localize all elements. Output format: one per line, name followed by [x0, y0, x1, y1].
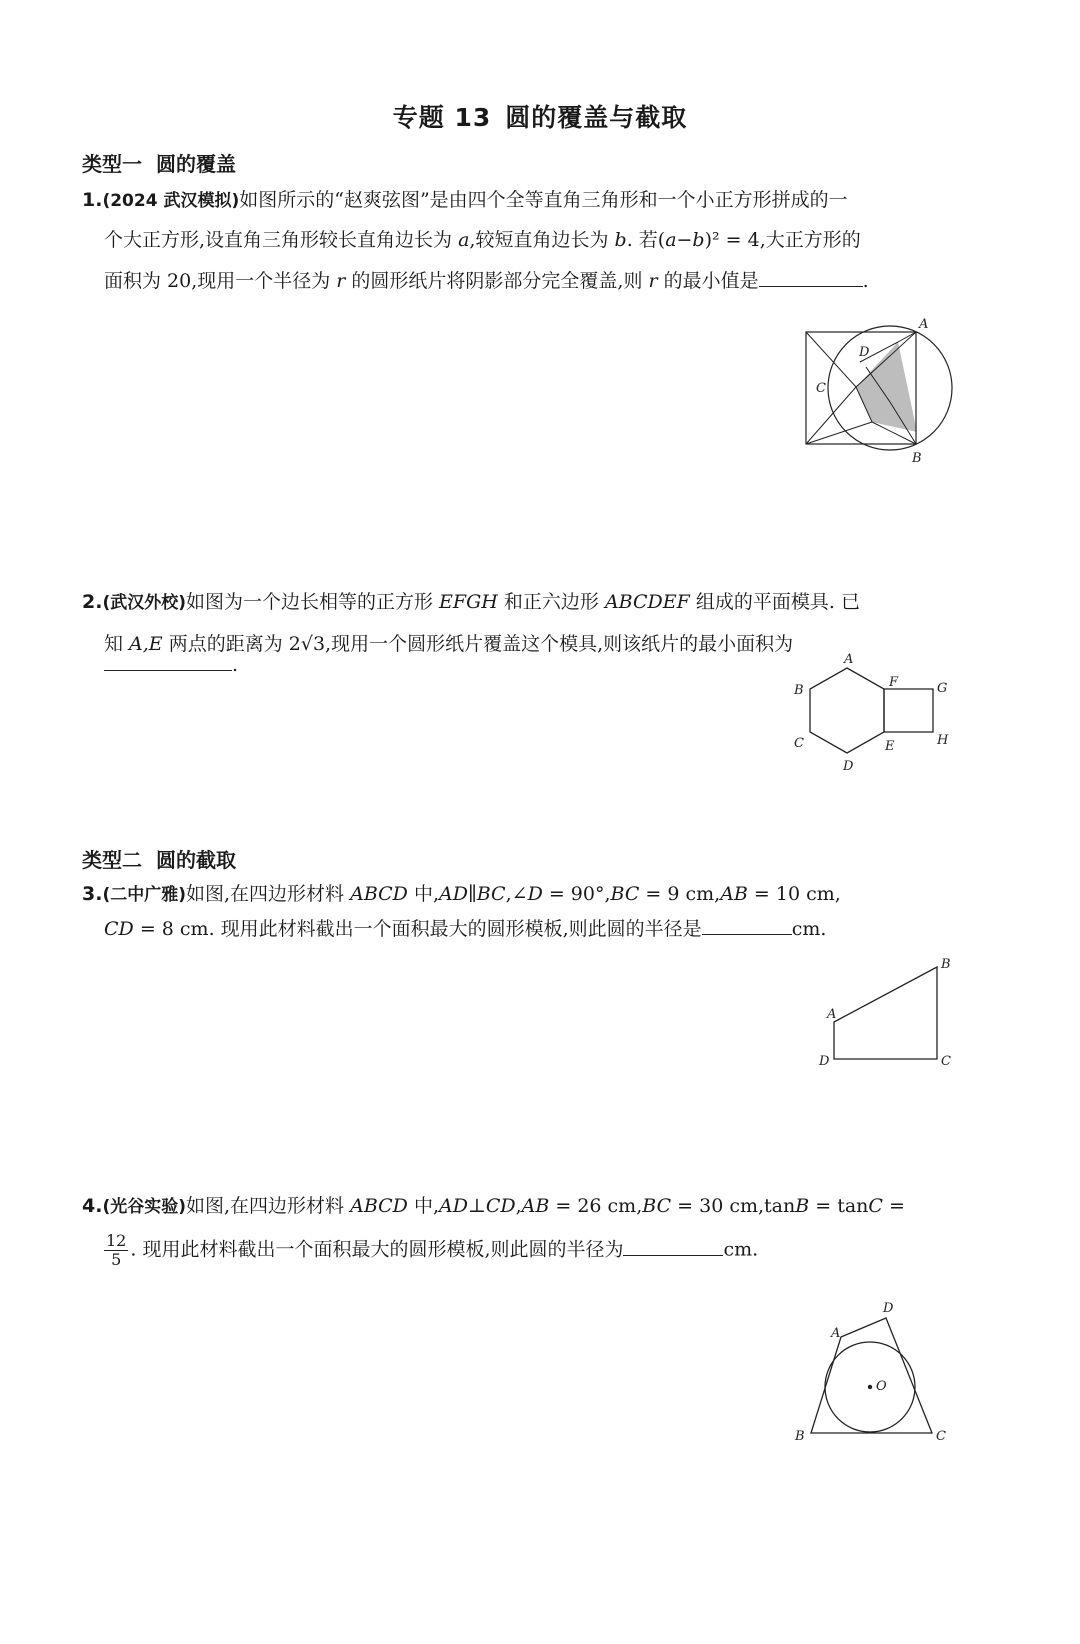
problem-text: 如图,在四边形材料 [186, 1195, 351, 1217]
math-expression: A,E [129, 633, 163, 655]
answer-blank[interactable] [104, 650, 232, 671]
problem-1-line-2 [104, 226, 861, 254]
math-expression: AD∥BC [439, 883, 506, 905]
problem-text: 如图为一个边长相等的正方形 [186, 591, 440, 613]
problem-1-line-1 [82, 186, 848, 215]
problem-text: 两点的距离为 2√3,现用一个圆形纸片覆盖这个模具,则该纸片的最小面积为 [162, 633, 794, 655]
math-expression: ABCD [350, 1195, 408, 1217]
label-B: B [794, 683, 804, 698]
math-expression: a−b [665, 229, 705, 251]
math-expression: BC [642, 1195, 672, 1217]
label-D: D [883, 1301, 894, 1316]
problem-text: 的圆形纸片将阴影部分完全覆盖,则 [345, 270, 649, 292]
math-expression: BC [610, 883, 640, 905]
problem-text: . 现用此材料截出一个面积最大的圆形模板,则此圆的半径为 [130, 1238, 624, 1261]
math-expression: C [868, 1195, 883, 1217]
math-expression: B [795, 1195, 810, 1217]
label-C: C [936, 1429, 946, 1444]
problem-3-line-2 [104, 914, 826, 943]
problem-source: (光谷实验) [102, 1197, 186, 1217]
section-type: 类型二 [82, 848, 142, 872]
var-b: b [614, 229, 627, 251]
problem-source: (二中广雅) [102, 885, 186, 905]
problem-text: ,较短直角边长为 [469, 229, 615, 251]
label-O: O [876, 1379, 887, 1394]
label-F: F [889, 675, 899, 690]
label-A: A [919, 317, 929, 332]
label-E: E [885, 739, 895, 754]
punctuation: . [232, 654, 239, 676]
problem-text: = 90°, [542, 883, 611, 905]
label-B: B [795, 1429, 805, 1444]
var-r: r [648, 270, 658, 292]
var-a: a [458, 229, 470, 251]
punctuation: . [862, 270, 869, 292]
math-expression: CD [104, 918, 134, 940]
problem-text: . 若( [626, 229, 666, 251]
figure-3-trapezoid [810, 950, 970, 1080]
problem-number: 1. [82, 189, 103, 211]
hexagon [810, 668, 884, 753]
title-topic: 专题 13 [392, 103, 492, 132]
answer-blank[interactable] [702, 914, 792, 935]
problem-text: 个大正方形,设直角三角形较长直角边长为 [104, 229, 459, 251]
problem-2-line-1 [82, 588, 860, 617]
math-expression: AD⊥CD [439, 1195, 516, 1217]
page-title [0, 98, 1080, 134]
label-H: H [937, 733, 949, 748]
problem-text: 组成的平面模具. 已 [689, 591, 860, 613]
label-A: A [831, 1326, 841, 1341]
problem-text: 知 [104, 633, 130, 655]
label-A: A [827, 1007, 837, 1022]
problem-text: )² = 4,大正方形的 [704, 229, 861, 251]
problem-text: 面积为 20,现用一个半径为 [104, 270, 337, 292]
label-B: B [941, 957, 951, 972]
label-A: A [844, 652, 854, 667]
section-type: 类型一 [82, 152, 142, 176]
title-name: 圆的覆盖与截取 [505, 103, 688, 132]
problem-1-line-3 [104, 266, 869, 295]
math-expression: AB [720, 883, 748, 905]
label-C: C [794, 736, 804, 751]
problem-3-line-1 [82, 880, 841, 909]
problem-text: = 30 cm,tan [671, 1195, 796, 1217]
problem-text: = 8 cm. 现用此材料截出一个面积最大的圆形模板,则此圆的半径是 [133, 918, 702, 940]
unit: cm. [723, 1238, 759, 1261]
answer-blank[interactable] [759, 266, 863, 287]
figure-2-hexagon-square [785, 646, 965, 786]
unit: cm. [791, 918, 827, 940]
trapezoid [834, 967, 937, 1059]
section-name: 圆的截取 [156, 848, 236, 872]
math-expression: D [527, 883, 543, 905]
math-expression: AB [521, 1195, 550, 1217]
problem-text: , [515, 1195, 522, 1217]
problem-4-line-1 [82, 1192, 905, 1221]
problem-text: = tan [809, 1195, 869, 1217]
label-D: D [859, 345, 870, 360]
fraction-12-5 [104, 1232, 128, 1269]
segment [806, 332, 856, 387]
section-name: 圆的覆盖 [156, 152, 236, 176]
problem-number: 4. [82, 1195, 103, 1217]
problem-2-line-3 [104, 650, 238, 679]
center-point [868, 1385, 872, 1389]
problem-text: = 9 cm, [639, 883, 721, 905]
section-heading-1 [82, 148, 236, 177]
problem-text: = [882, 1195, 905, 1217]
problem-source: (2024 武汉模拟) [102, 191, 240, 211]
problem-text: 中, [407, 1195, 439, 1217]
label-D: D [843, 759, 854, 774]
label-B: B [912, 451, 922, 466]
problem-source: (武汉外校) [102, 593, 186, 613]
problem-number: 2. [82, 591, 103, 613]
problem-text: 如图所示的“赵爽弦图”是由四个全等直角三角形和一个小正方形拼成的一 [239, 189, 848, 211]
problem-number: 3. [82, 883, 103, 905]
problem-text: ,∠ [505, 883, 528, 905]
fraction-numerator: 12 [106, 1231, 127, 1250]
label-G: G [937, 681, 948, 696]
problem-text: 的最小值是 [657, 270, 759, 292]
problem-text: = 26 cm, [549, 1195, 643, 1217]
label-C: C [941, 1054, 951, 1069]
problem-text: 中, [407, 883, 439, 905]
square [884, 689, 933, 732]
figure-4-quadrilateral-incircle [785, 1290, 965, 1460]
section-heading-2 [82, 844, 236, 873]
label-D: D [819, 1054, 830, 1069]
var-r: r [336, 270, 346, 292]
math-expression: ABCD [350, 883, 408, 905]
problem-text: = 10 cm, [747, 883, 841, 905]
problem-4-line-2 [104, 1232, 758, 1269]
figure-1-zhaoshuang-diagram [800, 312, 980, 482]
problem-text: 如图,在四边形材料 [186, 883, 351, 905]
answer-blank[interactable] [623, 1235, 723, 1256]
problem-text: 和正六边形 [497, 591, 605, 613]
fraction-denominator: 5 [111, 1250, 122, 1269]
math-expression: EFGH [439, 591, 498, 613]
math-expression: ABCDEF [604, 591, 690, 613]
label-C: C [816, 381, 826, 396]
